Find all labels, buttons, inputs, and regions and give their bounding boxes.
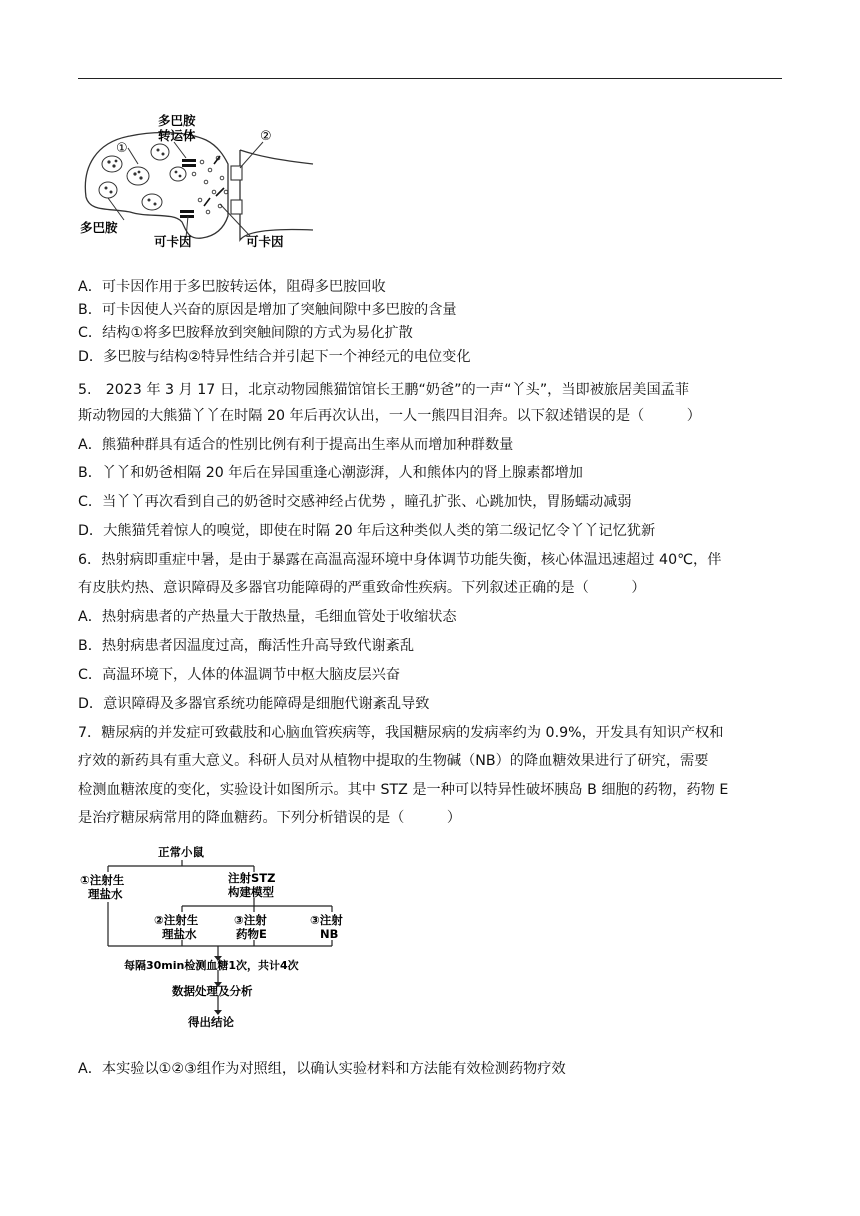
flow-step3: 得出结论: [188, 1015, 234, 1029]
label-structure-1: ①: [116, 141, 128, 156]
label-transporter-1: 多巴胺: [158, 113, 196, 128]
q6-option-a: A．热射病患者的产热量大于散热量，毛细血管处于收缩状态: [78, 609, 457, 625]
q5-option-c: C．当丫丫再次看到自己的奶爸时交感神经占优势 ，瞳孔扩张、心跳加快，胃肠蠕动减弱: [78, 494, 632, 510]
flow-group4-line2: NB: [320, 927, 339, 941]
q7-stem-line-1: 7．糖尿病的并发症可致截肢和心脑血管疾病等，我国糖尿病的发病率约为 0.9%，开发具有知识产权和: [78, 725, 724, 741]
q4-option-b: B．可卡因使人兴奋的原因是增加了突触间隙中多巴胺的含量: [78, 302, 457, 318]
label-dopamine: 多巴胺: [80, 220, 118, 235]
flow-group2-line1: ②注射生: [154, 913, 199, 927]
flow-stz-line1: 注射STZ: [228, 871, 276, 885]
label-transporter-2: 转运体: [158, 128, 196, 143]
q7-option-a: A．本实验以①②③组作为对照组，以确认实验材料和方法能有效检测药物疗效: [78, 1061, 566, 1077]
experiment-flow-diagram: [78, 842, 348, 1034]
q6-option-c: C．高温环境下，人体的体温调节中枢大脑皮层兴奋: [78, 667, 401, 683]
flow-group3-line2: 药物E: [236, 927, 267, 941]
q6-stem-line-2: 有皮肤灼热、意识障碍及多器官功能障碍的严重致命性疾病。下列叙述正确的是（ ）: [78, 580, 646, 596]
header-rule: [78, 78, 782, 79]
flow-stz-line2: 构建模型: [228, 885, 274, 899]
flow-group1-line1: ①注射生: [80, 873, 125, 887]
receptor-shape: [231, 200, 242, 214]
q4-option-c: C．结构①将多巴胺释放到突触间隙的方式为易化扩散: [78, 325, 413, 341]
flow-group4-line1: ③注射: [310, 913, 343, 927]
q6-option-d: D．意识障碍及多器官系统功能障碍是细胞代谢紊乱导致: [78, 696, 430, 712]
q5-stem-line-2: 斯动物园的大熊猫丫丫在时隔 20 年后再次认出，一人一熊四目泪奔。以下叙述错误的是（ ）: [78, 408, 701, 424]
vesicles: [99, 144, 186, 210]
label-structure-2: ②: [260, 129, 272, 144]
q4-option-a: A．可卡因作用于多巴胺转运体，阻碍多巴胺回收: [78, 279, 386, 295]
synapse-diagram: [78, 112, 328, 254]
q6-option-b: B．热射病患者因温度过高，酶活性升高导致代谢紊乱: [78, 638, 415, 654]
q7-stem-line-2: 疗效的新药具有重大意义。科研人员对从植物中提取的生物碱（NB）的降血糖效果进行了研究，需要: [78, 753, 709, 769]
q7-stem-line-3: 检测血糖浓度的变化，实验设计如图所示。其中 STZ 是一种可以特异性破坏胰岛 B 细胞的药物，药物 E: [78, 782, 729, 798]
q5-option-a: A．熊猫种群具有适合的性别比例有利于提高出生率从而增加种群数量: [78, 437, 514, 453]
dopamine-dots: [192, 156, 228, 214]
q7-stem-line-4: 是治疗糖尿病常用的降血糖药。下列分析错误的是（ ）: [78, 810, 462, 826]
q5-option-d: D．大熊猫凭着惊人的嗅觉，即使在时隔 20 年后这种类似人类的第二级记忆令丫丫记忆犹新: [78, 523, 656, 539]
label-cocaine-2: 可卡因: [246, 234, 284, 249]
flow-top-label: 正常小鼠: [158, 845, 204, 859]
flow-step1: 每隔30min检测血糖1次，共计4次: [124, 959, 299, 972]
q5-option-b: B．丫丫和奶爸相隔 20 年后在异国重逢心潮澎湃，人和熊体内的肾上腺素都增加: [78, 465, 583, 481]
q5-stem-line-1: 5. 2023 年 3 月 17 日，北京动物园熊猫馆馆长王鹏“奶爸”的一声“丫头”，当即被旅居美国孟菲: [78, 382, 690, 398]
q4-option-d: D．多巴胺与结构②特异性结合并引起下一个神经元的电位变化: [78, 349, 471, 365]
q6-stem-line-1: 6．热射病即重症中暑，是由于暴露在高温高湿环境中身体调节功能失衡，核心体温迅速超过 40℃，伴: [78, 552, 722, 568]
flow-group3-line1: ③注射: [234, 913, 267, 927]
label-cocaine-1: 可卡因: [154, 234, 192, 249]
flow-step2: 数据处理及分析: [172, 984, 253, 998]
flow-group2-line2: 理盐水: [162, 927, 197, 941]
postsynaptic-membrane: [240, 150, 313, 240]
flow-group1-line2: 理盐水: [88, 887, 123, 901]
